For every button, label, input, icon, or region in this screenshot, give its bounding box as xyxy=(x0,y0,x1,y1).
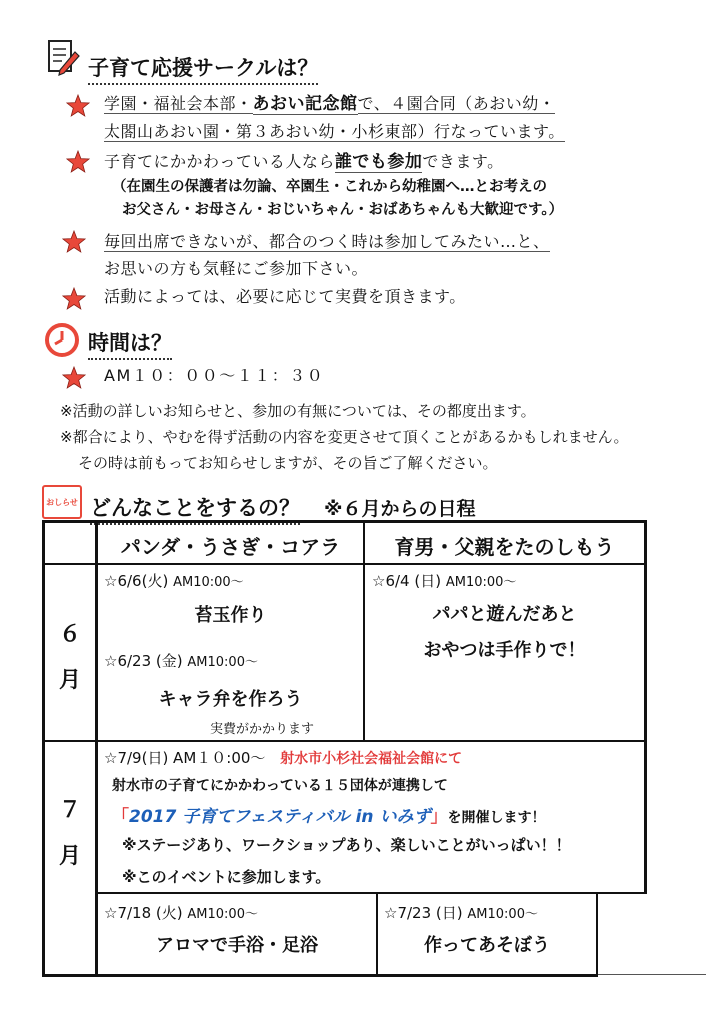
notice-icon-label: おしらせ xyxy=(46,497,78,507)
event-date-day: ☆6/6(火) xyxy=(104,572,169,590)
event-date xyxy=(104,650,258,671)
bullet-3 xyxy=(104,228,550,282)
bullet-1-line2: 太閤山あおい園・第３あおい幼・小杉東部）行なっています。 xyxy=(104,122,565,141)
bullet-1 xyxy=(104,90,565,145)
event-date-day: ☆7/18 (火) xyxy=(104,904,183,922)
memo-pencil-icon xyxy=(46,38,80,78)
time-range: AM１０：００～１１：３０ xyxy=(104,366,325,385)
event-date-day: ☆7/9(日) AM１０:00～ xyxy=(104,749,266,767)
time-note-2: ※都合により、やむを得ず活動の内容を変更させて頂くことがあるかもしれません。 xyxy=(60,428,629,446)
event-description: ※このイベントに参加します。 xyxy=(122,868,331,886)
event-date-time: AM10:00～ xyxy=(187,907,258,922)
schedule-subtitle: ※６月からの日程 xyxy=(324,498,476,520)
bullet-1-highlight: あおい記念館 xyxy=(252,94,358,114)
bullet-4: 活動によっては、必要に応じて実費を頂きます。 xyxy=(104,287,466,306)
festival-bracket-open: 「 xyxy=(112,807,129,827)
bullet-1-post: で、４園合同（あおい幼・ xyxy=(357,94,556,113)
bullet-2-post: できます。 xyxy=(422,152,504,171)
star-icon xyxy=(66,150,90,174)
event-date-day: ☆6/4 (日) xyxy=(372,572,442,590)
event-date xyxy=(104,902,258,923)
event-date-time: AM10:00～ xyxy=(187,655,258,670)
bullet-2 xyxy=(104,148,504,176)
event-date xyxy=(372,570,516,591)
time-note-3: その時は前もってお知らせしますが、その旨ご了解ください。 xyxy=(78,454,498,472)
notice-icon xyxy=(42,485,82,519)
event-description: ※ステージあり、ワークショップあり、楽しいことがいっぱい！！ xyxy=(122,836,571,854)
event-date xyxy=(104,747,462,768)
column-header-kids: パンダ・うさぎ・コアラ xyxy=(120,535,341,559)
event-date-time: AM10:00～ xyxy=(467,907,538,922)
event-note: 実費がかかります xyxy=(210,722,315,737)
event-date xyxy=(384,902,538,923)
event-date-day: ☆7/23 (日) xyxy=(384,904,463,922)
star-icon xyxy=(66,94,90,118)
bullet-1-pre: 学園・福祉会本部・ xyxy=(104,94,253,113)
event-date-day: ☆6/23 (金) xyxy=(104,652,183,670)
event-activity: おやつは手作りで！ xyxy=(423,640,586,661)
festival-line xyxy=(112,802,545,827)
festival-post: を開催します！ xyxy=(447,810,546,826)
clock-icon xyxy=(44,322,80,358)
star-icon xyxy=(62,287,86,311)
bullet-2-pre: 子育てにかかわっている人なら xyxy=(104,152,335,171)
section-title-time: 時間は？ xyxy=(88,327,172,360)
bullet-3-line1: 毎回出席できないが、都合のつく時は参加してみたい…と、 xyxy=(104,232,550,251)
event-activity: パパと遊んだあと xyxy=(432,604,577,625)
star-icon xyxy=(62,366,86,390)
section-title-activities: どんなことをするの？ xyxy=(90,492,300,525)
month-june: ６ 月 xyxy=(58,622,81,693)
bullet-2-highlight: 誰でも参加 xyxy=(334,152,423,172)
event-activity: 苔玉作り xyxy=(194,605,267,626)
bullet-2-note-2: お父さん・お母さん・おじいちゃん・おばあちゃんも大歓迎です。） xyxy=(122,202,564,218)
event-activity: キャラ弁を作ろう xyxy=(158,689,303,710)
festival-bracket-close: 」 xyxy=(430,807,448,827)
section-title-circle: 子育て応援サークルは？ xyxy=(88,52,318,85)
column-header-fathers: 育男・父親をたのしもう xyxy=(394,535,615,559)
bullet-3-line2: お思いの方も気軽にご参加下さい。 xyxy=(104,259,369,278)
time-note-1: ※活動の詳しいお知らせと、参加の有無については、その都度出ます。 xyxy=(60,402,536,420)
month-july: ７ 月 xyxy=(58,798,81,869)
festival-name: 2017 子育てフェスティバル in いみず xyxy=(129,807,431,827)
event-date-time: AM10:00～ xyxy=(173,575,244,590)
event-description: 射水市の子育てにかかわっている１５団体が連携して xyxy=(112,778,448,794)
bullet-2-note-1: （在園生の保護者は勿論、卒園生・これから幼稚園へ…とお考えの xyxy=(112,179,547,195)
star-icon xyxy=(62,230,86,254)
event-activity: 作ってあそぼう xyxy=(424,935,550,956)
event-activity: アロマで手浴・足浴 xyxy=(156,935,318,956)
event-venue: 射水市小杉社会福祉会館にて xyxy=(280,751,463,767)
event-date-time: AM10:00～ xyxy=(445,575,517,590)
event-date xyxy=(104,570,244,591)
